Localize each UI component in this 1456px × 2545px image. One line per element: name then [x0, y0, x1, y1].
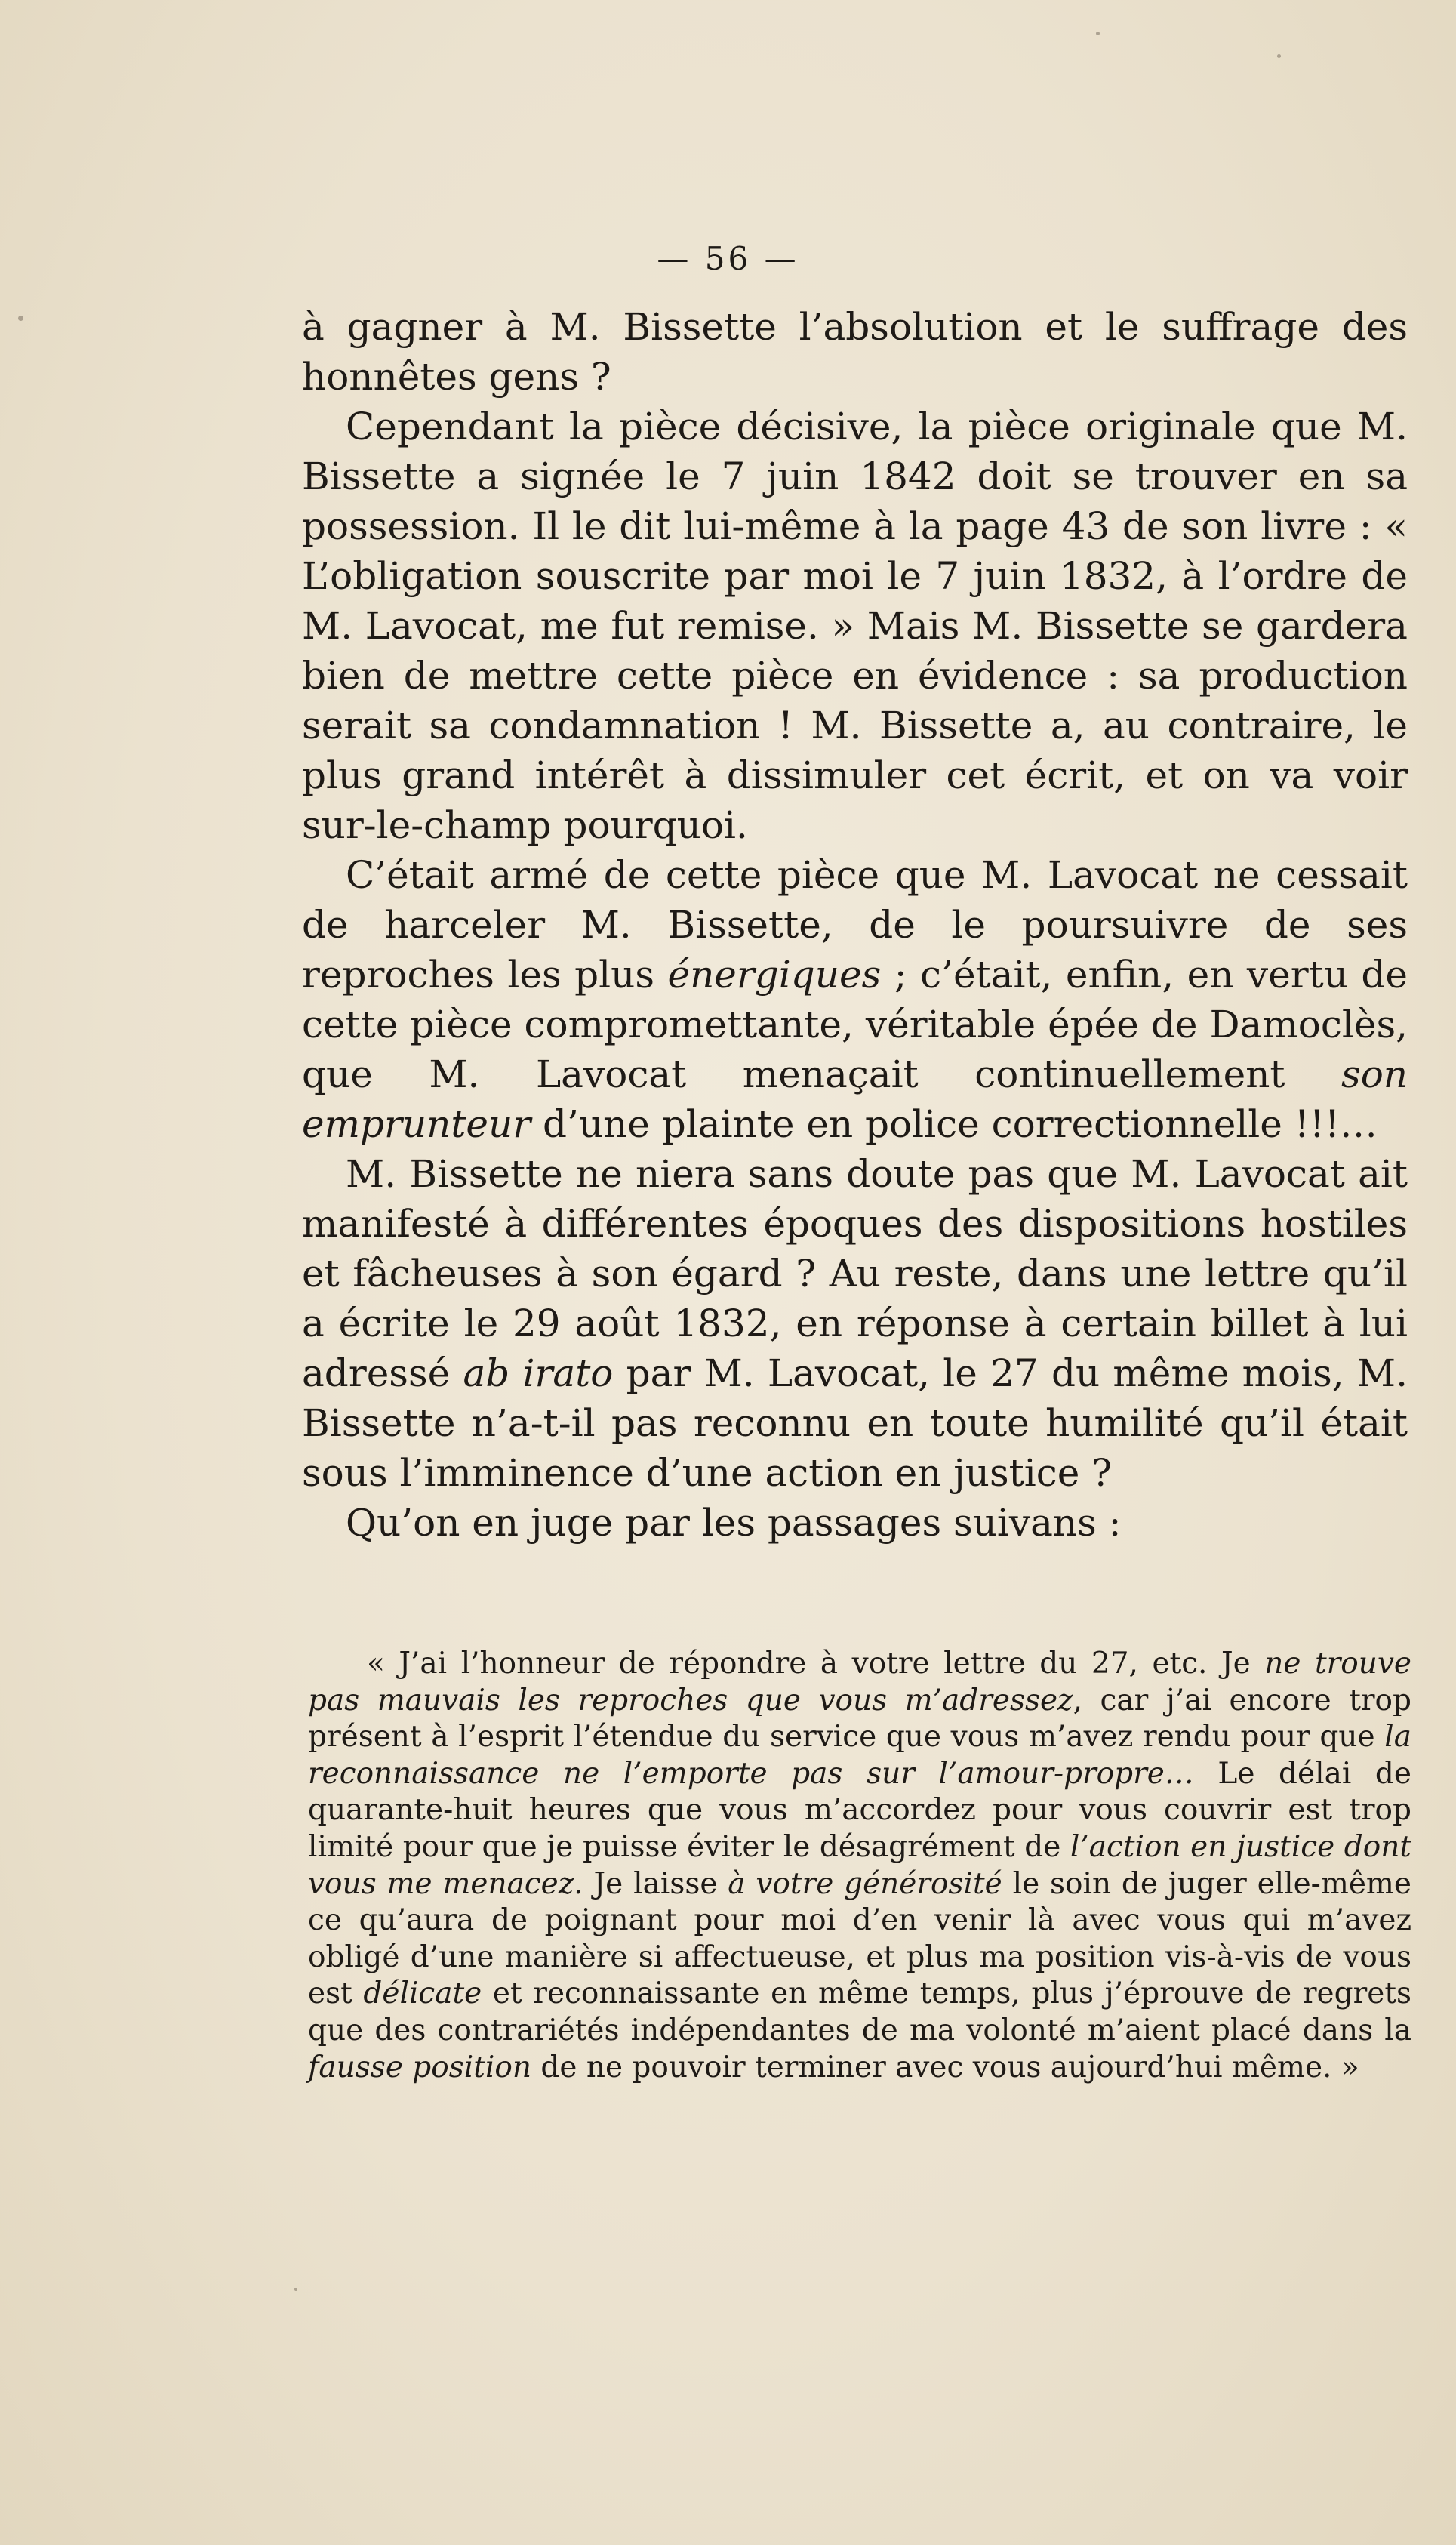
text-run: le soin de juger elle-même ce qu’aura de poignant pour moi d’en venir là avec vous qui m’avez obligé d’une manière si affectueuse, et plus ma position vis-à-vis de vous est — [308, 1866, 1411, 2011]
paragraph — [302, 402, 1408, 850]
italic-run: ne trouve pas mauvais les reproches que vous m’adressez — [308, 1647, 1411, 1718]
text-run: à gagner à M. Bissette l’absolution et le suffrage des honnêtes gens ? — [302, 305, 1408, 399]
italic-run: délicate — [363, 1977, 482, 2011]
text-run: « J’ai l’honneur de répondre à votre lettre du 27, etc. Je — [367, 1647, 1265, 1681]
text-run: par M. Lavocat, le 27 du même mois, M. Bissette n’a-t-il pas reconnu en toute humilité qu’il était sous l’imminence d’une action en justice ? — [302, 1351, 1408, 1495]
body-text — [302, 302, 1408, 1548]
paragraph — [302, 850, 1408, 1149]
paper-speck — [294, 2288, 297, 2291]
text-run: de ne pouvoir terminer avec vous aujourd’hui même. » — [531, 2050, 1359, 2084]
page-number: — 56 — — [657, 240, 799, 277]
text-run: Je laisse — [583, 1866, 728, 1901]
italic-run: à votre générosité — [728, 1866, 1002, 1901]
paragraph — [302, 1498, 1408, 1548]
text-run: C’était armé de cette pièce que M. Lavocat ne cessait de harceler M. Bissette, de le poursuivre de ses reproches les plus — [302, 853, 1408, 997]
quote-paragraph — [308, 1646, 1411, 2086]
italic-run: ab irato — [463, 1351, 614, 1395]
paper-speck — [1277, 54, 1281, 58]
italic-run: l’action en justice dont vous me menacez. — [308, 1829, 1411, 1901]
italic-run: énergiques — [667, 953, 882, 997]
text-run: Qu’on en juge par les passages suivans : — [346, 1501, 1122, 1545]
text-run: M. Bissette ne niera sans doute pas que M. Lavocat ait manifesté à différentes époques des dispositions hostiles et fâcheuses à son égard ? Au reste, dans une lettre qu’il a écrite le 29 août 1832, en réponse à certain billet à lui adressé — [302, 1152, 1408, 1395]
text-run: Cependant la pièce décisive, la pièce originale que M. Bissette a signée le 7 juin 1842 doit se trouver en sa possession. Il le dit lui-même à la page 43 de son livre : « L’obligation souscrite par moi le 7 juin 1832, à l’ordre de M. Lavocat, me fut remise. » Mais M. Bissette se gardera bien de mettre cette pièce en évidence : sa production serait sa condamnation ! M. Bissette a, au contraire, le plus grand intérêt à dissimuler cet écrit, et on va voir sur-le-champ pourquoi. — [302, 405, 1408, 847]
text-run: ; c’était, enfin, en vertu de cette pièce compromettante, véritable épée de Damoclès, que M. Lavocat menaçait continuellement — [302, 953, 1408, 1096]
text-run: d’une plainte en police correctionnelle !!!… — [531, 1102, 1378, 1146]
italic-run: son emprunteur — [302, 1052, 1408, 1146]
text-run: Le délai de quarante-huit heures que vous m’accordez pour vous couvrir est trop limité pour que je puisse éviter le désagrément de — [308, 1756, 1411, 1864]
paper-speck — [1096, 32, 1100, 35]
quoted-letter — [308, 1646, 1411, 2086]
paragraph — [302, 1149, 1408, 1498]
text-run: , car j’ai encore trop présent à l’esprit l’étendue du service que vous m’avez rendu pour que — [308, 1683, 1411, 1755]
paragraph — [302, 302, 1408, 402]
paper-speck — [18, 316, 23, 321]
italic-run: fausse position — [308, 2050, 531, 2084]
italic-run: la reconnaissance ne l’emporte pas sur l’amour-propre… — [308, 1720, 1411, 1791]
text-run: et reconnaissante en même temps, plus j’éprouve de regrets que des contrariétés indépendantes de ma volonté m’aient placé dans la — [308, 1977, 1412, 2047]
